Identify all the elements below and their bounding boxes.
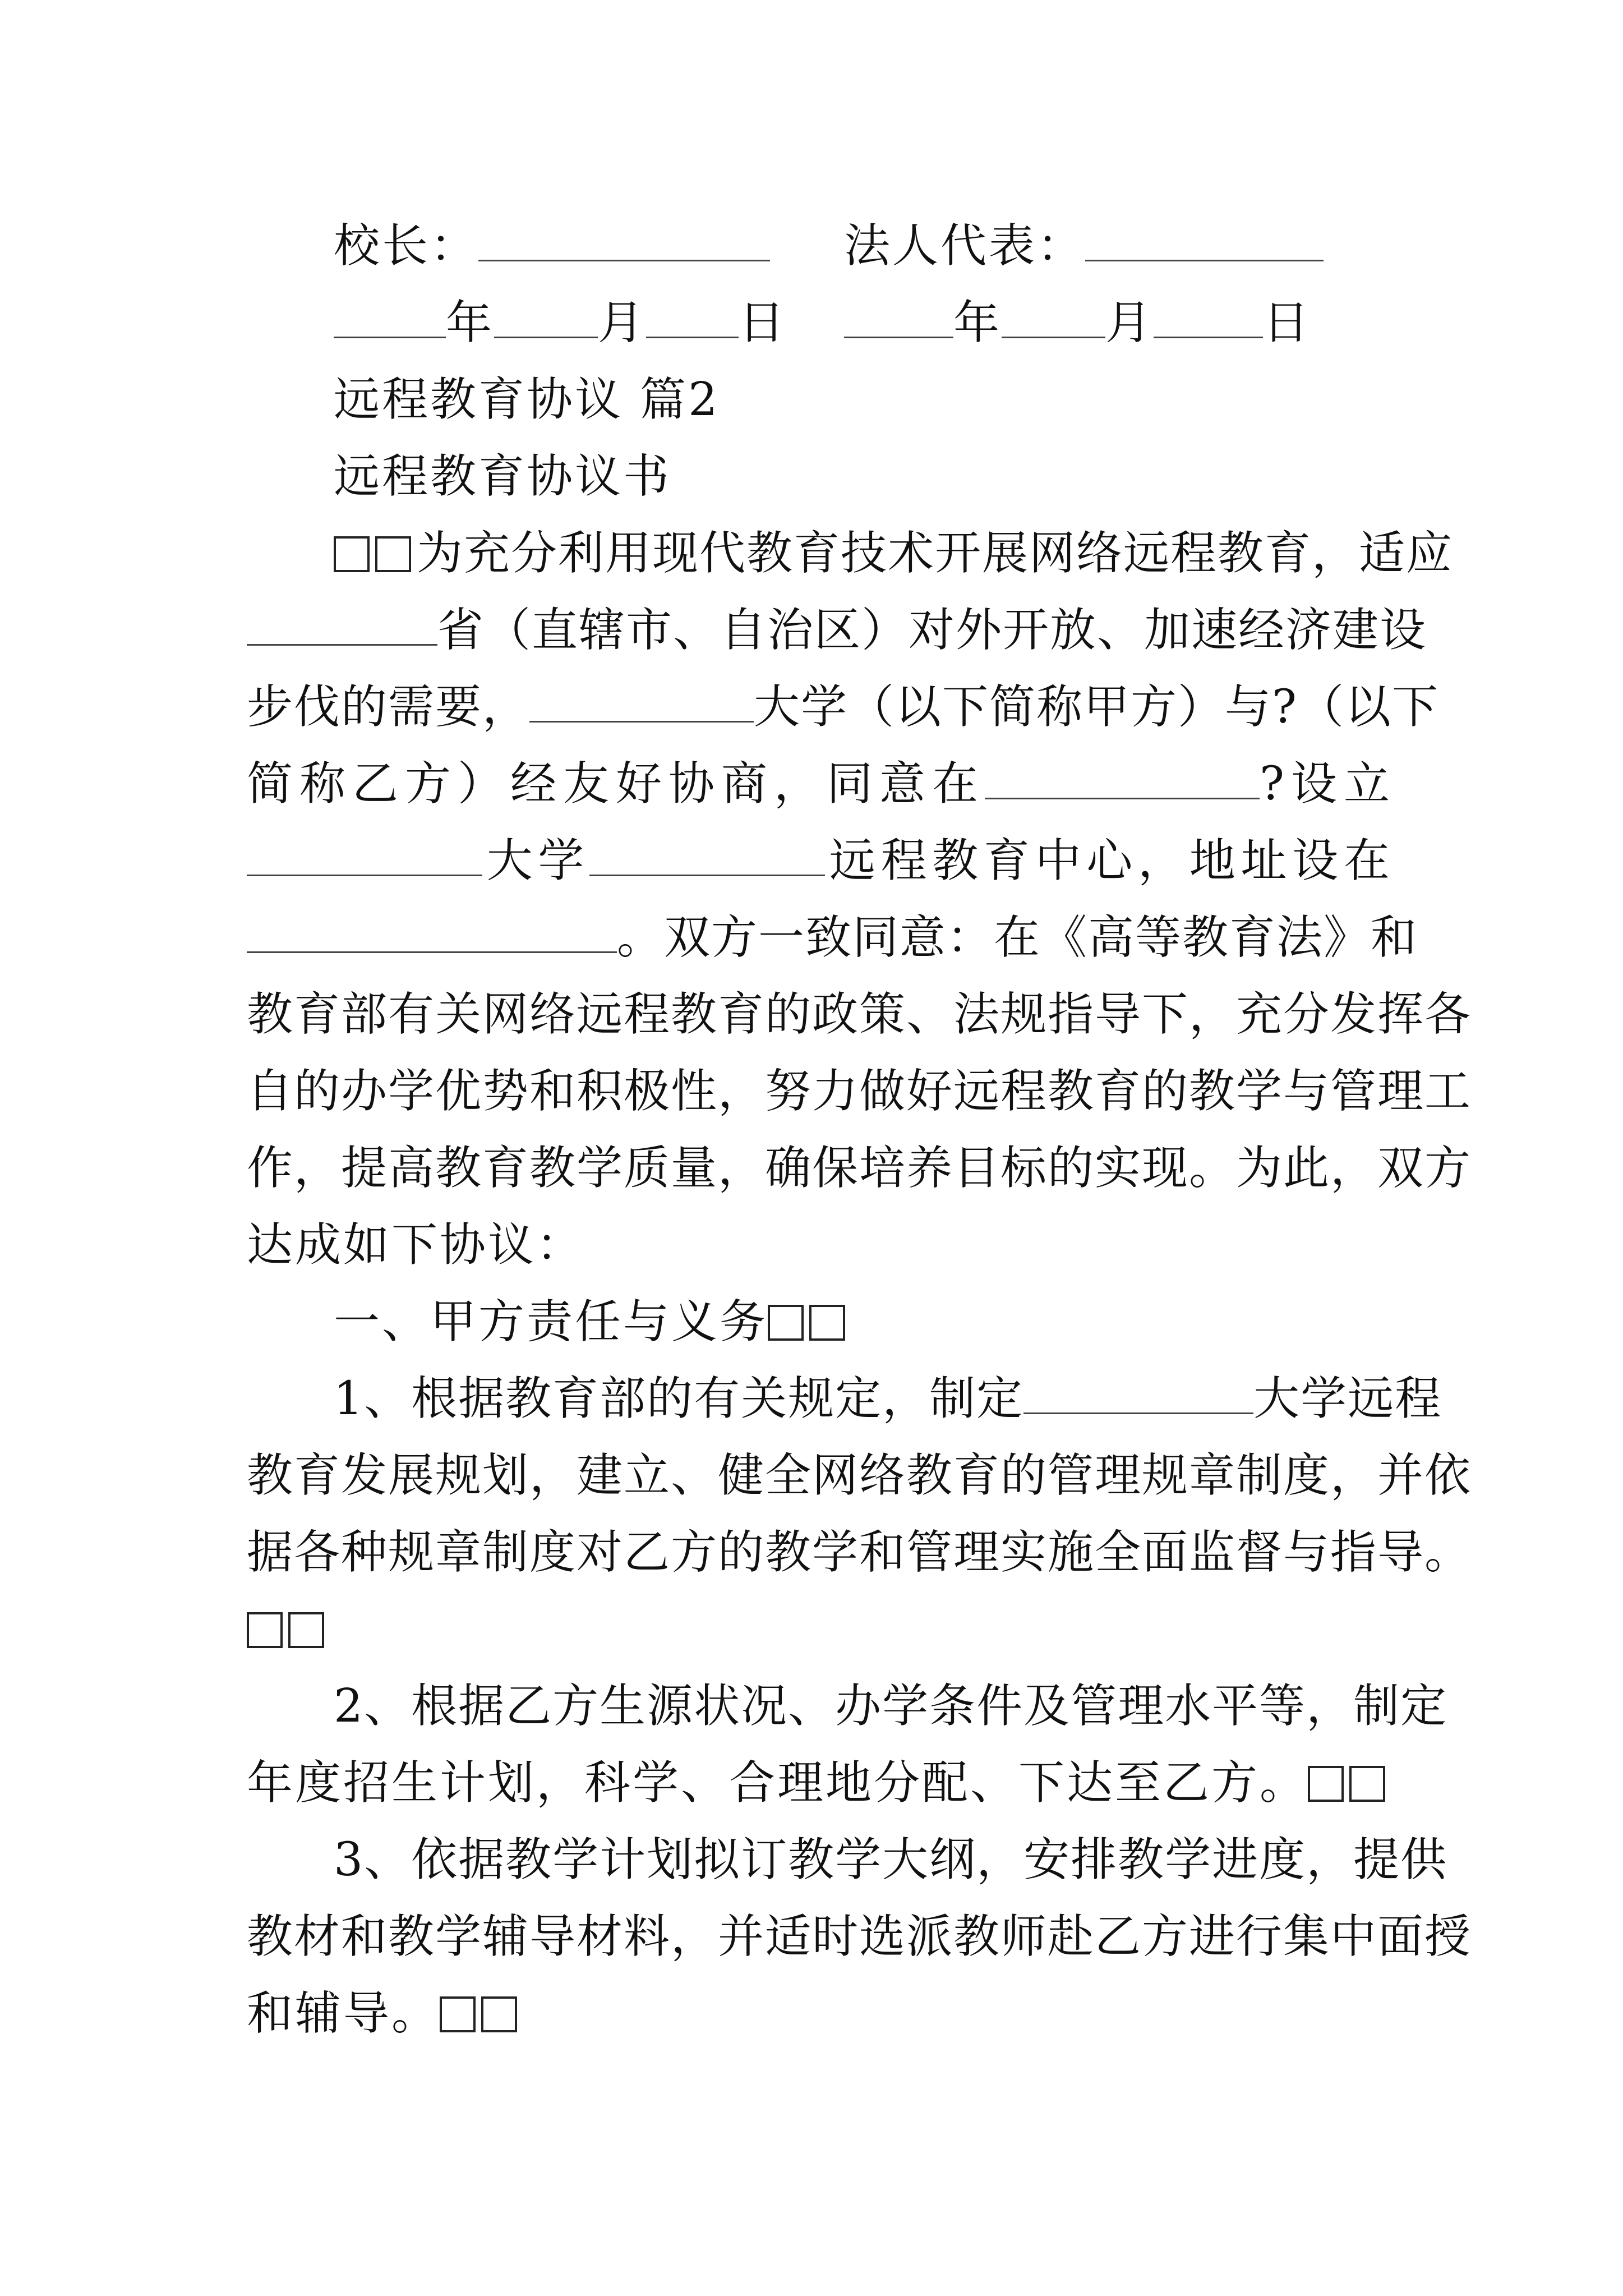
section-heading: 远程教育协议 篇2: [334, 373, 720, 426]
paragraph-line: 自的办学优势和积极性，努力做好远程教育的教学与管理工: [247, 1065, 1472, 1118]
document-title: 远程教育协议书: [334, 450, 672, 503]
missing-glyph-box: [247, 1612, 283, 1648]
paragraph-line: 教材和教学辅导材料，并适时选派教师赴乙方进行集中面授: [247, 1910, 1472, 1963]
paragraph-line: 年度招生计划，科学、合理地分配、下达至乙方。: [247, 1745, 1391, 1821]
paragraph-line: 1、根据教育部的有关规定，制定 大学远程: [334, 1372, 1442, 1425]
day-label: 日: [739, 296, 787, 349]
year-blank: [334, 297, 446, 338]
paragraph-line: 简称乙方）经友好协商，同意在 ?设立: [247, 757, 1391, 811]
year-blank: [844, 297, 953, 338]
paragraph-line: 达成如下协议：: [247, 1218, 585, 1272]
day-blank: [1154, 297, 1263, 338]
paragraph-line: 省（直辖市、自治区）对外开放、加速经济建设: [247, 592, 1391, 669]
fill-blank: [529, 682, 754, 723]
paragraph-line: 作，提高教育教学质量，确保培养目标的实现。为此，双方: [247, 1142, 1472, 1195]
paragraph-line: 和辅导。: [247, 1975, 1391, 2052]
date-line: [247, 284, 1391, 361]
missing-glyph-box: [809, 1305, 845, 1341]
paragraph-line: 3、依据教学计划拟订教学大纲，安排教学进度，提供: [334, 1833, 1448, 1887]
paragraph-line: 步伐的需要， 大学（以下简称甲方）与?（以下: [247, 680, 1439, 734]
day-blank: [646, 297, 739, 338]
missing-glyph-box: [1349, 1766, 1385, 1802]
paragraph-line: 据各种规章制度对乙方的教学和管理实施全面监督与指导。: [247, 1526, 1472, 1579]
day-label: 日: [1263, 296, 1312, 349]
paragraph-line: 2、根据乙方生源状况、办学条件及管理水平等，制定: [334, 1680, 1448, 1733]
legal-rep-blank: [1085, 220, 1324, 261]
legal-rep-label: 法人代表：: [844, 219, 1086, 273]
principal-blank: [478, 220, 770, 261]
missing-glyph-box: [768, 1305, 804, 1341]
paragraph-line: 教育部有关网络远程教育的政策、法规指导下，充分发挥各: [247, 988, 1472, 1041]
paragraph-line: 。双方一致同意：在《高等教育法》和: [247, 899, 1391, 976]
fill-blank: [985, 758, 1260, 799]
missing-glyph-box: [288, 1612, 324, 1648]
year-label: 年: [446, 296, 495, 349]
year-label: 年: [953, 296, 1002, 349]
fill-blank: [247, 912, 617, 953]
paragraph-line: [247, 1591, 1391, 1668]
missing-glyph-box: [334, 536, 370, 572]
paragraph-line: 为充分利用现代教育技术开展网络远程教育，适应: [247, 515, 1391, 592]
fill-blank: [1023, 1373, 1253, 1414]
principal-label: 校长：: [334, 219, 479, 273]
month-blank: [1002, 297, 1105, 338]
document-content: [247, 208, 1472, 2052]
fill-blank: [589, 835, 825, 876]
missing-glyph-box: [481, 1996, 517, 2032]
missing-glyph-box: [375, 536, 411, 572]
signature-line: [247, 208, 1391, 284]
missing-glyph-box: [1308, 1766, 1344, 1802]
month-blank: [494, 297, 598, 338]
missing-glyph-box: [440, 1996, 476, 2032]
month-label: 月: [1105, 296, 1154, 349]
paragraph-line: 教育发展规划，建立、健全网络教育的管理规章制度，并依: [247, 1449, 1472, 1502]
fill-blank: [247, 835, 482, 876]
fill-blank: [247, 605, 437, 646]
month-label: 月: [598, 296, 647, 349]
subsection-heading: 一、甲方责任与义务: [247, 1283, 1391, 1360]
paragraph-line: 大学 远程教育中心，地址设在: [247, 822, 1391, 899]
